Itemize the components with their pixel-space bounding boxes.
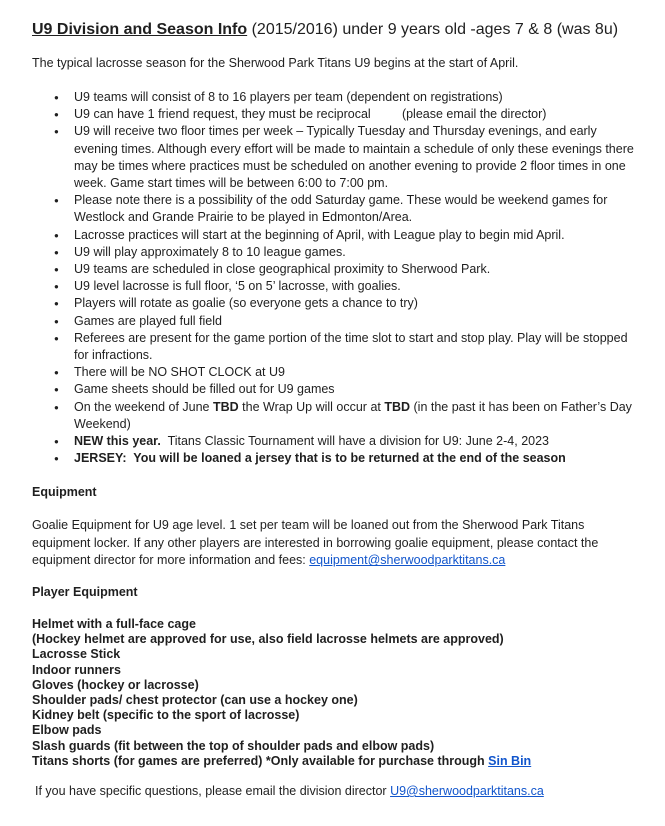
player-equipment-list (32, 617, 642, 769)
equipment-email-link[interactable]: equipment@sherwoodparktitans.ca (309, 553, 506, 568)
list-item: (Hockey helmet are approved for use, also field lacrosse helmets are approved) (32, 632, 504, 647)
document-page (32, 18, 642, 813)
list-item-new: ● NEW this year. Titans Classic Tournament will have a division for U9: June 2-4, 2023 (32, 433, 642, 450)
list-item: Shoulder pads/ chest protector (can use a hockey one) (32, 692, 358, 707)
list-item: ● U9 teams are scheduled in close geographical proximity to Sherwood Park. (32, 261, 642, 278)
list-item: ● U9 level lacrosse is full floor, ‘5 on 5’ lacrosse, with goalies. (32, 278, 642, 295)
list-item-jersey: ● JERSEY: You will be loaned a jersey that is to be returned at the end of the season (32, 450, 642, 467)
list-item: Slash guards (fit between the top of shoulder pads and elbow pads) (32, 738, 435, 753)
list-item: Kidney belt (specific to the sport of lacrosse) (32, 708, 300, 723)
director-email-link[interactable]: U9@sherwoodparktitans.ca (390, 784, 544, 798)
list-item-wrapup: ● On the weekend of June TBD the Wrap Up will occur at TBD (in the past it has been on Father’s Day Weekend) (32, 399, 642, 433)
list-item: ● U9 teams will consist of 8 to 16 players per team (dependent on registrations) (32, 89, 642, 106)
list-item: ● U9 can have 1 friend request, they must be reciprocal (please email the director) (32, 106, 642, 123)
list-item: ● Please note there is a possibility of the odd Saturday game. These would be weekend games for Westlock and Grande Prairie to be played in Edmonton/Area. (32, 192, 642, 226)
list-item: ● There will be NO SHOT CLOCK at U9 (32, 364, 642, 381)
list-item: Gloves (hockey or lacrosse) (32, 677, 199, 692)
list-item: Lacrosse Stick (32, 647, 121, 662)
title-subtitle: (2015/2016) under 9 years old -ages 7 & 8 (was 8u) (247, 21, 619, 38)
list-item: Helmet with a full-face cage (32, 616, 196, 631)
sin-bin-link[interactable]: Sin Bin (488, 753, 532, 768)
list-item: ● Game sheets should be filled out for U9 games (32, 381, 642, 398)
rules-list (32, 89, 642, 467)
list-item: Titans shorts (for games are preferred) *Only available for purchase through Sin Bin (32, 753, 532, 768)
list-item: ● Referees are present for the game portion of the time slot to start and stop play. Play will be stopped for infractions. (32, 330, 642, 364)
list-item: ● Games are played full field (32, 313, 642, 330)
title-main: U9 Division and Season Info (32, 21, 248, 38)
list-item: Indoor runners (32, 662, 121, 677)
list-item: Elbow pads (32, 723, 102, 738)
footer-paragraph: If you have specific questions, please email the division director U9@sherwoodparktitans.ca (35, 784, 544, 798)
equipment-paragraph: Goalie Equipment for U9 age level. 1 set per team will be loaned out from the Sherwood Park Titans equipment locker. If any other players are interested in borrowing goalie equipment, please contact the equipment director for more information and fees: equipment@sherwoodparktitans.ca (32, 518, 599, 568)
page-title (32, 18, 642, 42)
intro-paragraph: The typical lacrosse season for the Sherwood Park Titans U9 begins at the start of April. (32, 56, 519, 70)
player-equipment-heading: Player Equipment (32, 584, 138, 599)
list-item: ● Lacrosse practices will start at the beginning of April, with League play to begin mid April. (32, 227, 642, 244)
list-item: ● Players will rotate as goalie (so everyone gets a chance to try) (32, 295, 642, 312)
list-item: ● U9 will receive two floor times per week – Typically Tuesday and Thursday evenings, and early evening times. Although every effort will be made to maintain a schedule of only these evenings there may be times where practices must be scheduled on another evening to provide 2 floor times in one week. Game start times will be between 6:00 to 7:00 pm. (32, 123, 642, 192)
list-item: ● U9 will play approximately 8 to 10 league games. (32, 244, 642, 261)
equipment-heading: Equipment (32, 485, 97, 500)
